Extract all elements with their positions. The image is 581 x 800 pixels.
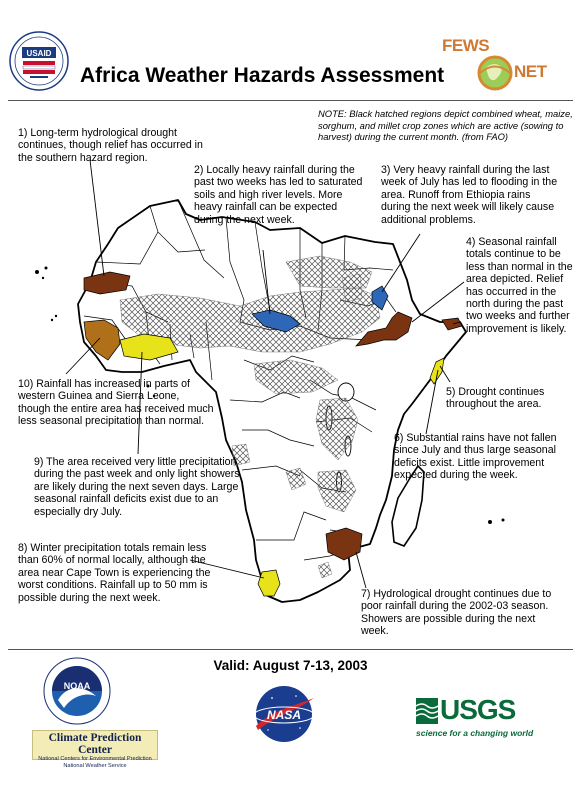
annotation-10: 10) Rainfall has increased in parts of western Guinea and Sierra Leone, though the entire area has received much less seasonal precipitation than normal.: [18, 378, 214, 428]
annotation-8: 8) Winter precipitation totals remain less than 60% of normal locally, although the area near Cape Town is experiencing the worst conditions. Rainfall up to 50 mm is possible during the next week.: [18, 542, 211, 604]
crop-zone-note: NOTE: Black hatched regions depict combined wheat, maize, sorghum, and millet crop zones which are active (sowing to harvest) during the current month. (from FAO): [318, 108, 573, 142]
fews-wordmark: FEWS: [442, 36, 490, 55]
cpc-subtitle-1: National Centers for Environmental Prediction: [38, 756, 152, 762]
nasa-logo: [248, 684, 320, 744]
usgs-wave-icon: [416, 698, 438, 724]
annotation-4: 4) Seasonal rainfall totals continue to be less than normal in the area depicted. Relief has occurred in the north during the past two weeks and further improvement is likely.: [466, 236, 573, 335]
annotation-7: 7) Hydrological drought continues due to poor rainfall during the 2002-03 season. Showers are possible during the next week.: [361, 588, 552, 638]
usgs-tagline: science for a changing world: [416, 728, 534, 738]
annotation-6: 6) Substantial rains have not fallen since July and thus large seasonal deficits exist. Little improvement expected during the week.: [394, 432, 557, 482]
footer-divider: [8, 649, 573, 650]
net-wordmark: NET: [514, 62, 547, 81]
nasa-wordmark: NASA: [266, 708, 302, 722]
hazard-1-drought: [84, 272, 130, 294]
page-title: Africa Weather Hazards Assessment: [80, 64, 445, 87]
usgs-wordmark: USGS: [440, 694, 516, 725]
cpc-logo: [32, 730, 158, 769]
noaa-logo: [42, 656, 112, 726]
annotation-1: 1) Long-term hydrological drought continues, though relief has occurred in the southern hazard region.: [18, 127, 203, 164]
cpc-title: Climate Prediction Center: [48, 732, 142, 756]
annotation-3: 3) Very heavy rainfall during the last week of July has led to flooding in the area. Runoff from Ethiopia rains during the next week will likely cause additional problems.: [381, 164, 558, 226]
noaa-wordmark: NOAA: [63, 681, 91, 691]
usaid-wordmark: USAID: [26, 49, 52, 58]
valid-dates: Valid: August 7-13, 2003: [213, 658, 368, 673]
cpc-subtitle-2: National Weather Service: [63, 762, 127, 769]
annotation-5: 5) Drought continues throughout the area.: [446, 386, 545, 411]
annotation-9: 9) The area received very little precipitation during the past week and only light showers are likely during the next seven days. Large seasonal rainfall deficits exist due to an especially dry July.: [34, 456, 240, 518]
usgs-logo: [416, 694, 540, 744]
annotation-2: 2) Locally heavy rainfall during the past two weeks has led to saturated soils and high river levels. More heavy rainfall can be expected during the next week.: [194, 164, 363, 226]
